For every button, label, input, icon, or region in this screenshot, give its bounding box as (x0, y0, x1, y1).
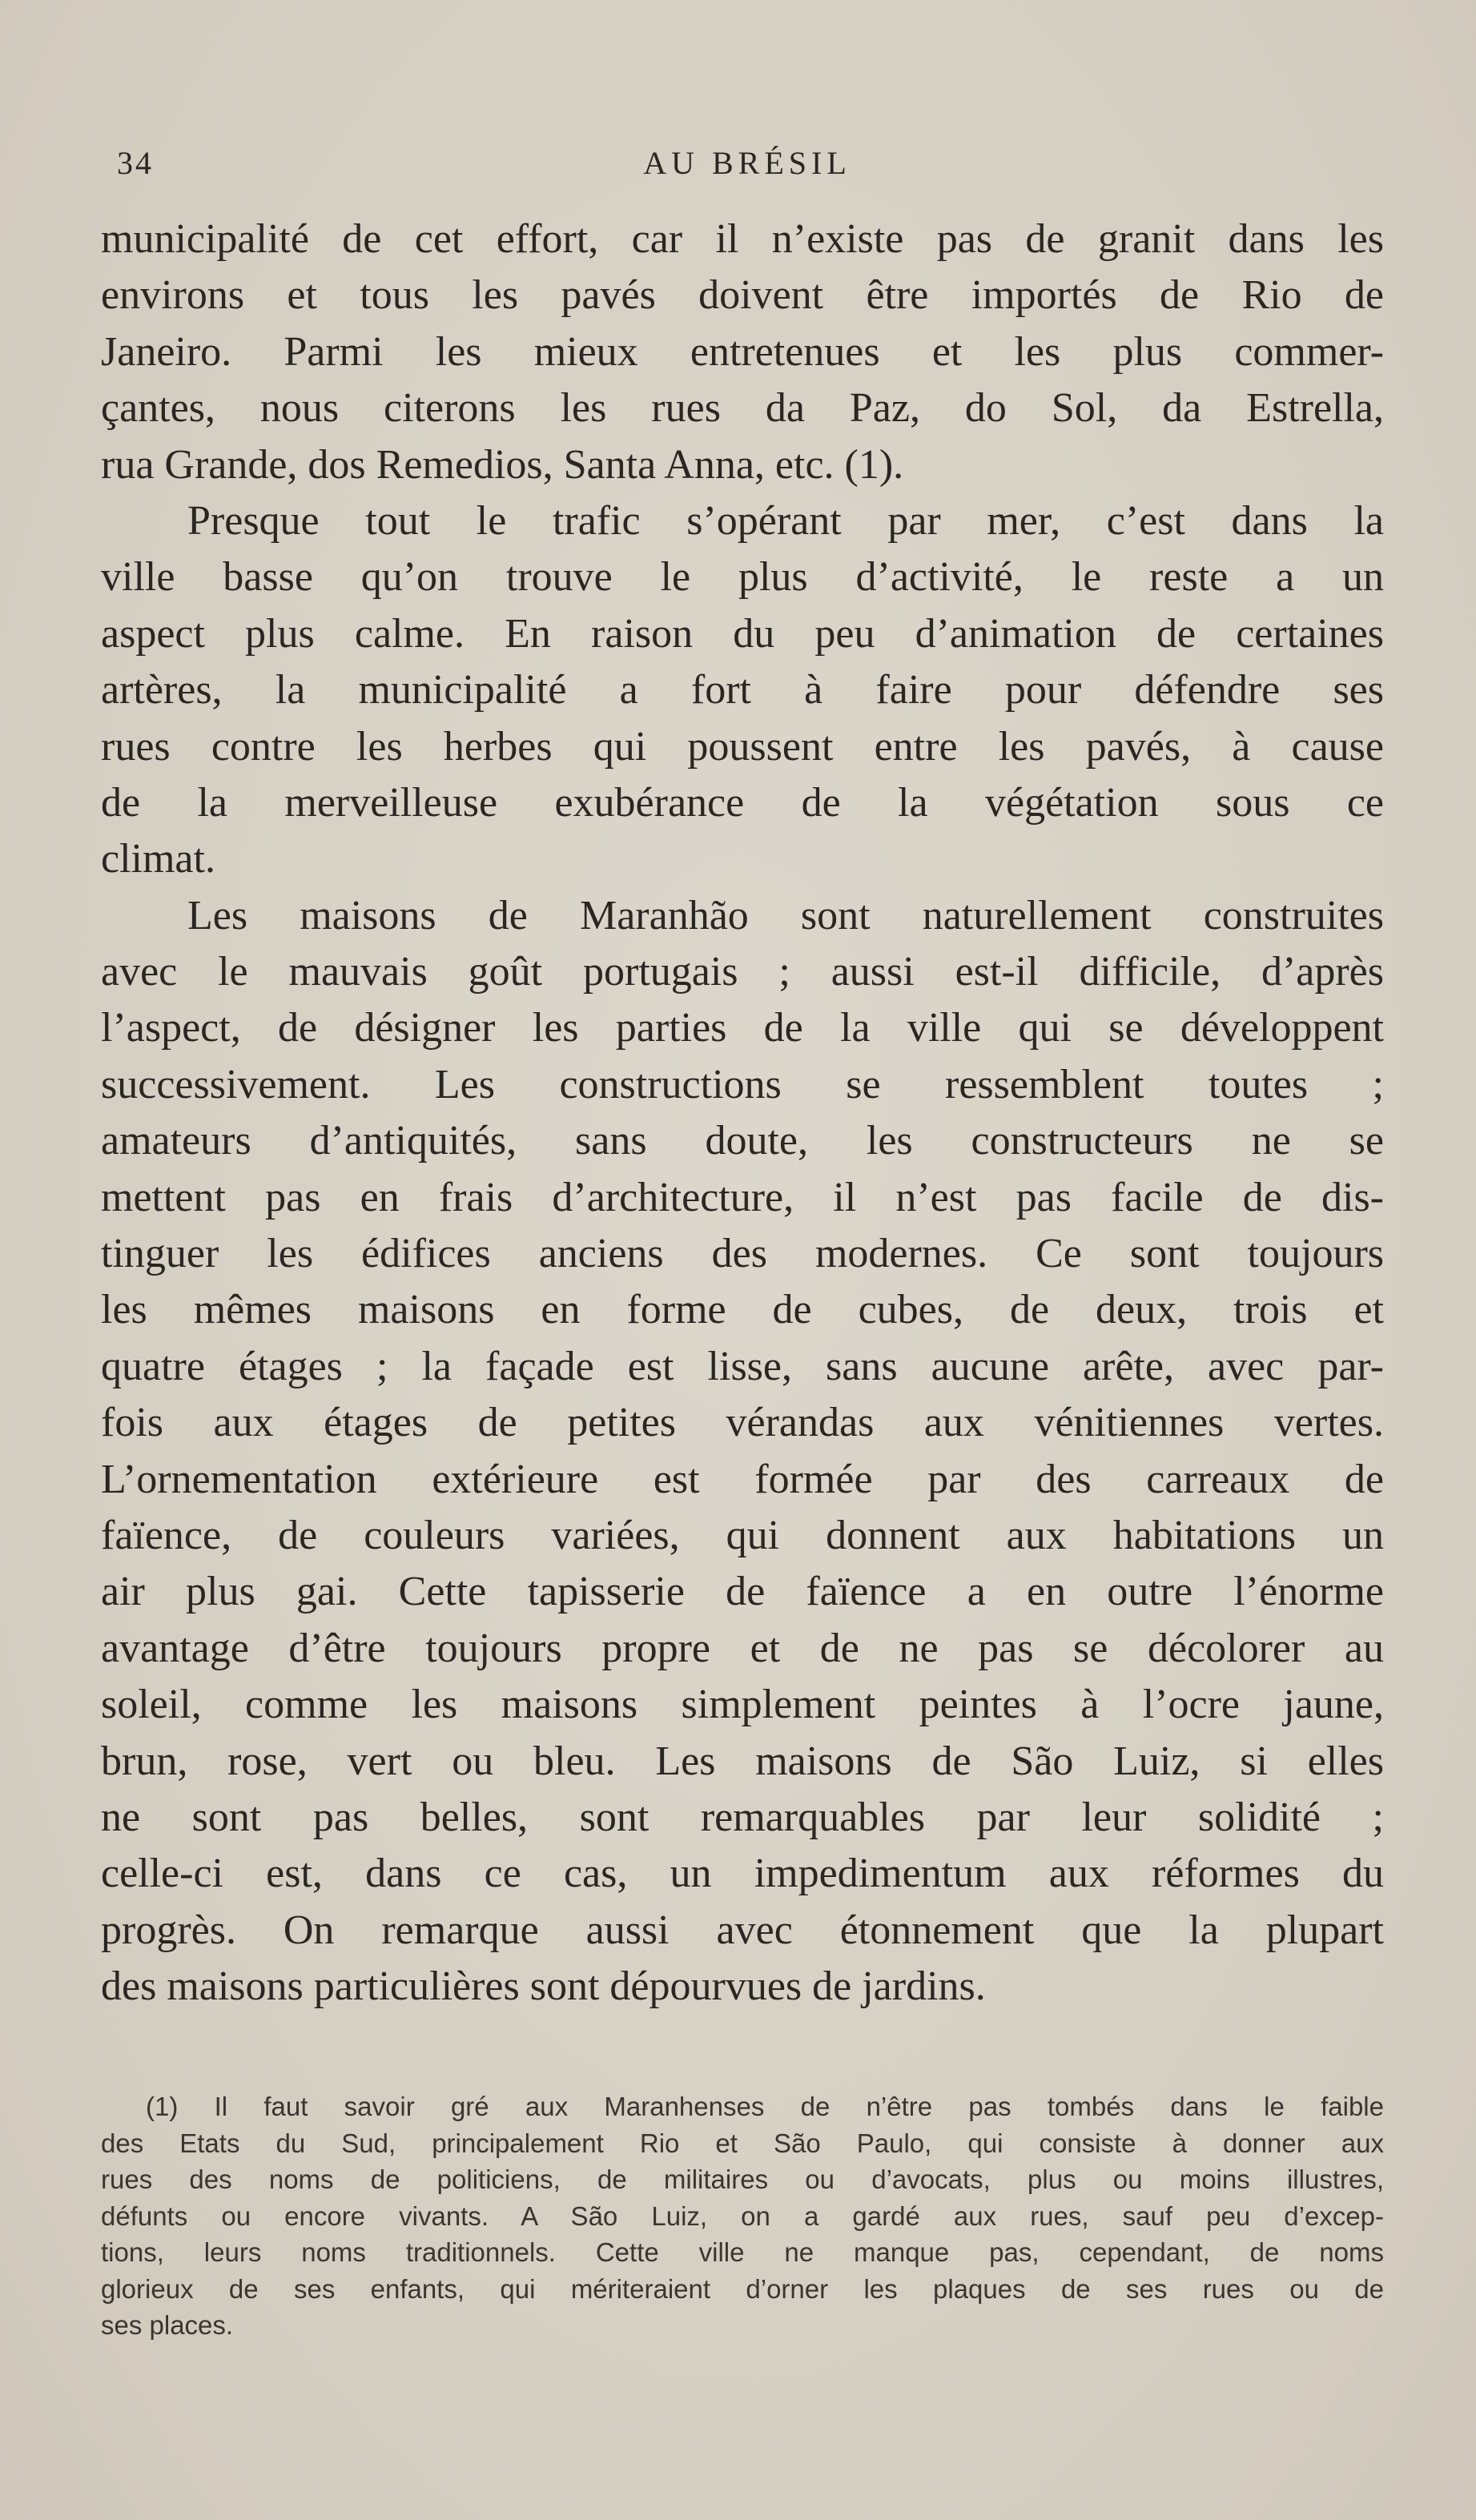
text-line: avec le mauvais goût portugais ; aussi est-il difficile, d’après (101, 949, 1384, 995)
text-line: avantage d’être toujours propre et de ne pas se décolorer au (101, 1625, 1384, 1671)
footnote-line: rues des noms de politiciens, de militaires ou d’avocats, plus ou moins illustres, (101, 2164, 1384, 2194)
text-line: çantes, nous citerons les rues da Paz, do Sol, da Estrella, (101, 385, 1384, 432)
text-line: soleil, comme les maisons simplement peintes à l’ocre jaune, (101, 1682, 1384, 1728)
text-line: Janeiro. Parmi les mieux entretenues et les plus commer- (101, 328, 1384, 375)
page-header (117, 144, 1377, 192)
footnote-line: ses places. (101, 2310, 234, 2340)
text-line: ne sont pas belles, sont remarquables par leur solidité ; (101, 1794, 1384, 1840)
text-line: air plus gai. Cette tapisserie de faïence a en outre l’énorme (101, 1569, 1384, 1615)
text-line: artères, la municipalité a fort à faire pour défendre ses (101, 667, 1384, 713)
text-line: amateurs d’antiquités, sans doute, les constructeurs ne se (101, 1118, 1384, 1164)
text-line: l’aspect, de désigner les parties de la ville qui se développent (101, 1005, 1384, 1051)
text-line: mettent pas en frais d’architecture, il n’est pas facile de dis- (101, 1174, 1384, 1220)
text-line: successivement. Les constructions se ressemblent toutes ; (101, 1061, 1384, 1107)
text-line: ville basse qu’on trouve le plus d’activité, le reste a un (101, 554, 1384, 601)
text-line: climat. (101, 836, 215, 882)
text-line: tinguer les édifices anciens des modernes. Ce sont toujours (101, 1231, 1384, 1277)
paragraph-start-line: Presque tout le trafic s’opérant par mer, c’est dans la (187, 497, 1384, 544)
footnote (101, 2088, 1384, 2344)
text-line: rua Grande, dos Remedios, Santa Anna, etc. (1). (101, 441, 904, 488)
text-line: de la merveilleuse exubérance de la végétation sous ce (101, 779, 1384, 826)
text-line: progrès. On remarque aussi avec étonnement que la plupart (101, 1907, 1384, 1953)
text-line: rues contre les herbes qui poussent entre les pavés, à cause (101, 723, 1384, 770)
text-line: des maisons particulières sont dépourvues de jardins. (101, 1963, 986, 2010)
footnote-line: des Etats du Sud, principalement Rio et São Paulo, qui consiste à donner aux (101, 2128, 1384, 2158)
footnote-line: tions, leurs noms traditionnels. Cette ville ne manque pas, cependant, de noms (101, 2237, 1384, 2267)
footnote-line: (1) Il faut savoir gré aux Maranhenses de n’être pas tombés dans le faible (146, 2092, 1384, 2121)
page-number: 34 (117, 145, 154, 181)
main-text (101, 211, 1384, 2016)
text-line: aspect plus calme. En raison du peu d’animation de certaines (101, 610, 1384, 657)
text-line: municipalité de cet effort, car il n’existe pas de granit dans les (101, 216, 1384, 262)
text-line: L’ornementation extérieure est formée par des carreaux de (101, 1456, 1384, 1502)
text-line: les mêmes maisons en forme de cubes, de deux, trois et (101, 1287, 1384, 1333)
text-line: brun, rose, vert ou bleu. Les maisons de São Luiz, si elles (101, 1738, 1384, 1784)
running-title: AU BRÉSIL (643, 145, 851, 181)
text-line: fois aux étages de petites vérandas aux vénitiennes vertes. (101, 1400, 1384, 1446)
paragraph-start-line: Les maisons de Maranhão sont naturellement construites (187, 892, 1384, 938)
text-line: faïence, de couleurs variées, qui donnent aux habitations un (101, 1512, 1384, 1558)
footnote-line: défunts ou encore vivants. A São Luiz, on a gardé aux rues, sauf peu d’excep- (101, 2200, 1384, 2231)
text-line: quatre étages ; la façade est lisse, sans aucune arête, avec par- (101, 1343, 1384, 1389)
footnote-line: glorieux de ses enfants, qui mériteraient d’orner les plaques de ses rues ou de (101, 2273, 1384, 2304)
text-line: celle-ci est, dans ce cas, un impedimentum aux réformes du (101, 1851, 1384, 1897)
text-line: environs et tous les pavés doivent être importés de Rio de (101, 272, 1384, 319)
